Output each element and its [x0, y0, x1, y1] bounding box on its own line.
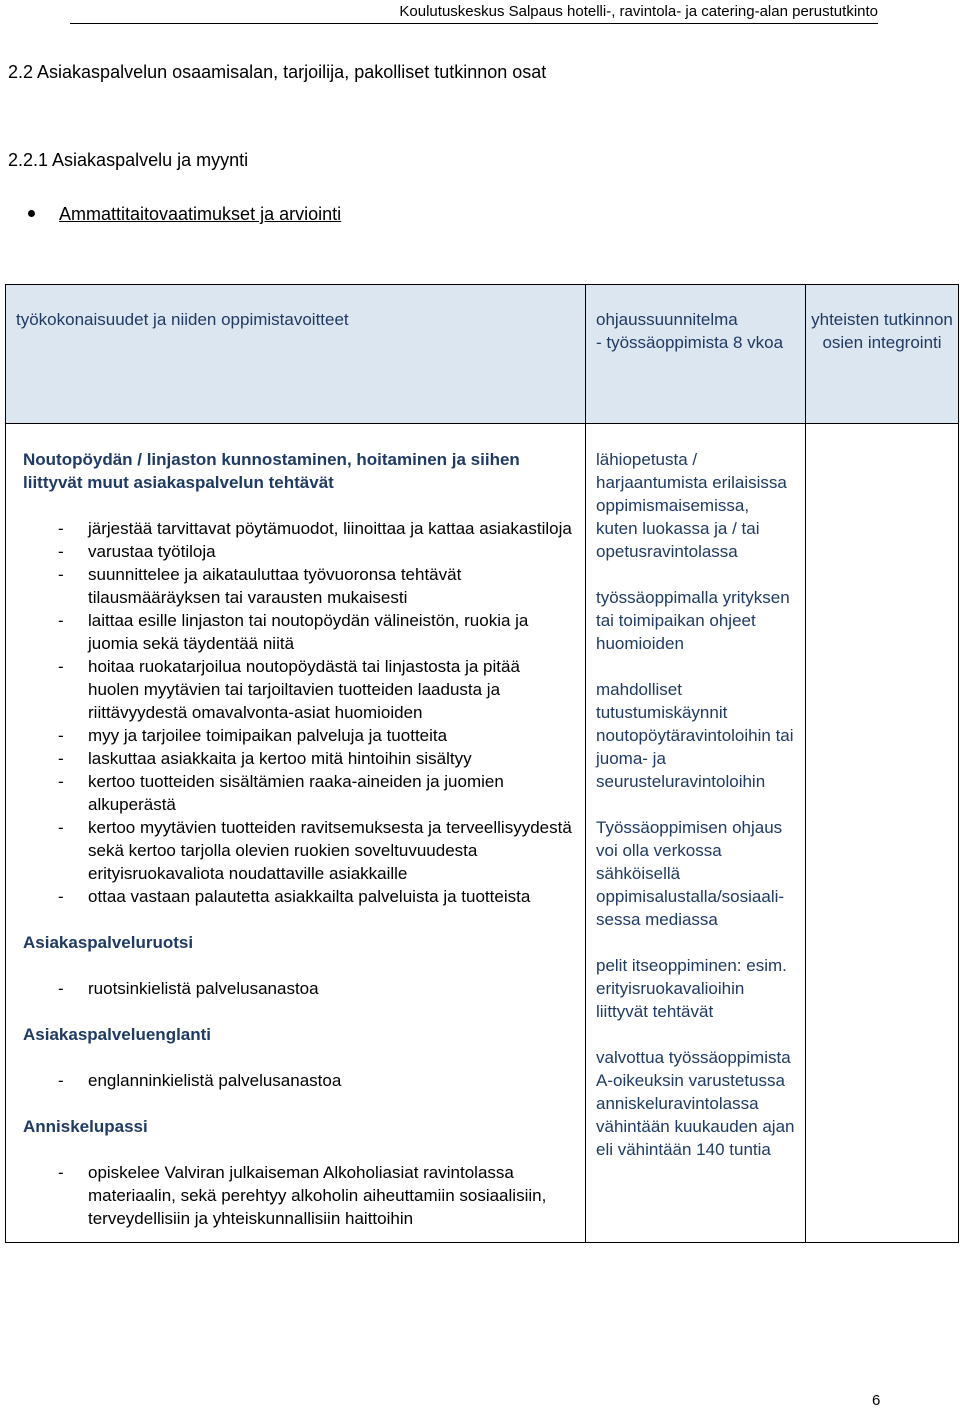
guidance-paragraph: lähiopetusta / harjaantumista erilaisissa oppimismaisemissa, kuten luokassa ja / tai opetusravintolassa: [596, 450, 787, 561]
list-item: - laittaa esille linjaston tai noutopöydän välineistön, ruokia ja juomia sekä täydentää niitä: [23, 609, 573, 655]
list-item: - opiskelee Valviran julkaiseman Alkoholiasiat ravintolassa materiaalin, sekä perehtyy alkoholin aiheuttamiin sosiaalisiin, terveydellisiin ja yhteiskunnallisiin haittoihin: [23, 1161, 573, 1230]
section-title: Anniskelupassi: [23, 1117, 148, 1136]
task-list: [23, 977, 573, 1000]
list-item: - varustaa työtiloja: [23, 540, 573, 563]
list-item: - hoitaa ruokatarjoilua noutopöydästä tai linjastosta ja pitää huolen myytävien tai tarjoiltavien tuotteiden laadusta ja riittävyydestä omavalvonta-asiat huomioiden: [23, 655, 573, 724]
table-body-row: [6, 424, 959, 1243]
table-header-row: [6, 285, 959, 424]
page-header: Koulutuskeskus Salpaus hotelli-, ravintola- ja catering-alan perustutkinto: [70, 3, 878, 24]
guidance-paragraph: työssäoppimalla yrityksen tai toimipaikan ohjeet huomioiden: [596, 588, 790, 653]
list-item: - järjestää tarvittavat pöytämuodot, liinoittaa ja kattaa asiakastiloja: [23, 517, 573, 540]
page-number: 6: [872, 1392, 881, 1409]
section-heading: 2.2 Asiakaspalvelun osaamisalan, tarjoilija, pakolliset tutkinnon osat: [8, 62, 547, 82]
section-title: Asiakaspalveluenglanti: [23, 1025, 212, 1044]
bullet-item: [28, 204, 341, 225]
list-item: - suunnittelee ja aikatauluttaa työvuoronsa tehtävät tilausmääräyksen tai varausten mukaisesti: [23, 563, 573, 609]
task-list: [23, 1069, 573, 1092]
guidance-paragraph: pelit itseoppiminen: esim. erityisruokavalioihin liittyvät tehtävät: [596, 956, 787, 1021]
list-item: - ruotsinkielistä palvelusanastoa: [23, 977, 573, 1000]
list-item: - englanninkielistä palvelusanastoa: [23, 1069, 573, 1092]
list-item: - kertoo tuotteiden sisältämien raaka-aineiden ja juomien alkuperästä: [23, 770, 573, 816]
integration-cell: [806, 424, 959, 1243]
list-item: - kertoo myytävien tuotteiden ravitsemuksesta ja terveellisyydestä sekä kertoo tarjolla olevien ruokien soveltuvuudesta erityisruokavaliota noudattaville asiakkaille: [23, 816, 573, 885]
task-list: [23, 517, 573, 908]
section-title: Noutopöydän / linjaston kunnostaminen, hoitaminen ja siihen liittyvät muut asiakaspalvelun tehtävät: [23, 450, 520, 492]
goals-cell: [6, 424, 586, 1243]
guidance-cell: [586, 424, 806, 1243]
bullet-icon: [28, 210, 35, 217]
list-item: - ottaa vastaan palautetta asiakkailta palveluista ja tuotteista: [23, 885, 573, 908]
list-item: - laskuttaa asiakkaita ja kertoo mitä hintoihin sisältyy: [23, 747, 573, 770]
header-cell-goals: työkokonaisuudet ja niiden oppimistavoitteet: [6, 285, 586, 424]
curriculum-table: [5, 284, 959, 1243]
guidance-paragraph: Työssäoppimisen ohjaus voi olla verkossa sähköisellä oppimisalustalla/sosiaali-sessa mediassa: [596, 818, 785, 929]
list-item: - myy ja tarjoilee toimipaikan palveluja ja tuotteita: [23, 724, 573, 747]
guidance-paragraph: mahdolliset tutustumiskäynnit noutopöytäravintoloihin tai juoma- ja seurusteluravintoloihin: [596, 680, 794, 791]
header-cell-guidance: [586, 285, 806, 424]
guidance-header-line1: ohjaussuunnitelma: [596, 310, 738, 329]
task-list: [23, 1161, 573, 1230]
section-title: Asiakaspalveluruotsi: [23, 933, 194, 952]
header-cell-integration: yhteisten tutkinnon osien integrointi: [806, 285, 959, 424]
guidance-paragraph: valvottua työssäoppimista A-oikeuksin varustetussa anniskeluravintolassa vähintään kuukauden ajan eli vähintään 140 tuntia: [596, 1048, 795, 1159]
bullet-text: Ammattitaitovaatimukset ja arviointi: [59, 204, 342, 224]
guidance-header-line2: - työssäoppimista 8 vkoa: [596, 333, 784, 352]
subsection-heading: 2.2.1 Asiakaspalvelu ja myynti: [8, 150, 249, 170]
